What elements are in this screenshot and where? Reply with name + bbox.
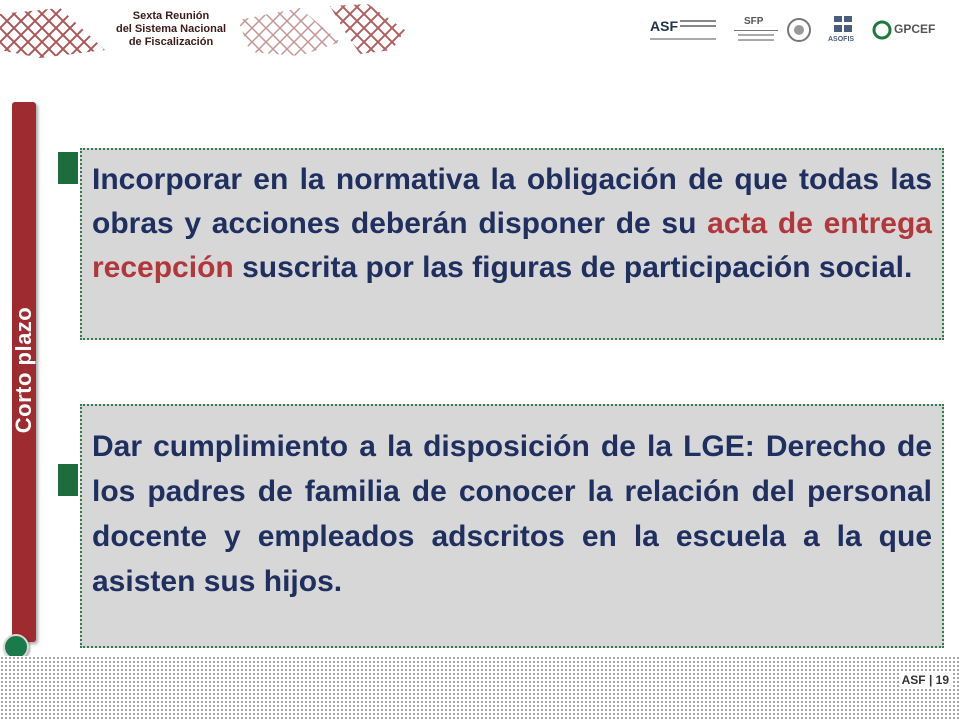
footer-pattern — [0, 656, 960, 720]
event-title-line: del Sistema Nacional — [115, 23, 227, 35]
gpcef-logo: GPCEF — [872, 14, 942, 48]
event-title-line: de Fiscalización — [128, 36, 214, 48]
card-2-text: Dar cumplimiento a la disposición de la LGE: Derecho de los padres de familia de conocer la relación del personal docente y empleados adscritos en la escuela a la que asisten sus hijos. — [92, 430, 932, 598]
event-title — [112, 10, 230, 49]
card-1-text: Incorporar en la normativa la obligación de que todas las obras y acciones deberán disponer de su acta de entrega recepción suscrita por las figuras de participación social. — [92, 163, 932, 284]
content-card-1 — [80, 148, 944, 340]
bullet-marker-icon — [58, 464, 78, 496]
partner-logos — [650, 14, 950, 48]
seal-icon — [786, 14, 812, 48]
asf-logo: ASF — [650, 14, 720, 48]
asofis-logo: ASOFIS — [824, 14, 864, 48]
page-number: ASF | 19 — [899, 672, 952, 688]
header-banner — [0, 0, 420, 60]
event-title-line: Sexta Reunión — [132, 10, 210, 22]
bullet-marker-icon — [58, 152, 78, 184]
content-card-2 — [80, 404, 944, 648]
side-bar-label: Corto plazo — [11, 306, 36, 434]
sfp-logo: SFP — [734, 14, 780, 48]
highlight-text: acta de entrega recepción — [92, 207, 932, 284]
